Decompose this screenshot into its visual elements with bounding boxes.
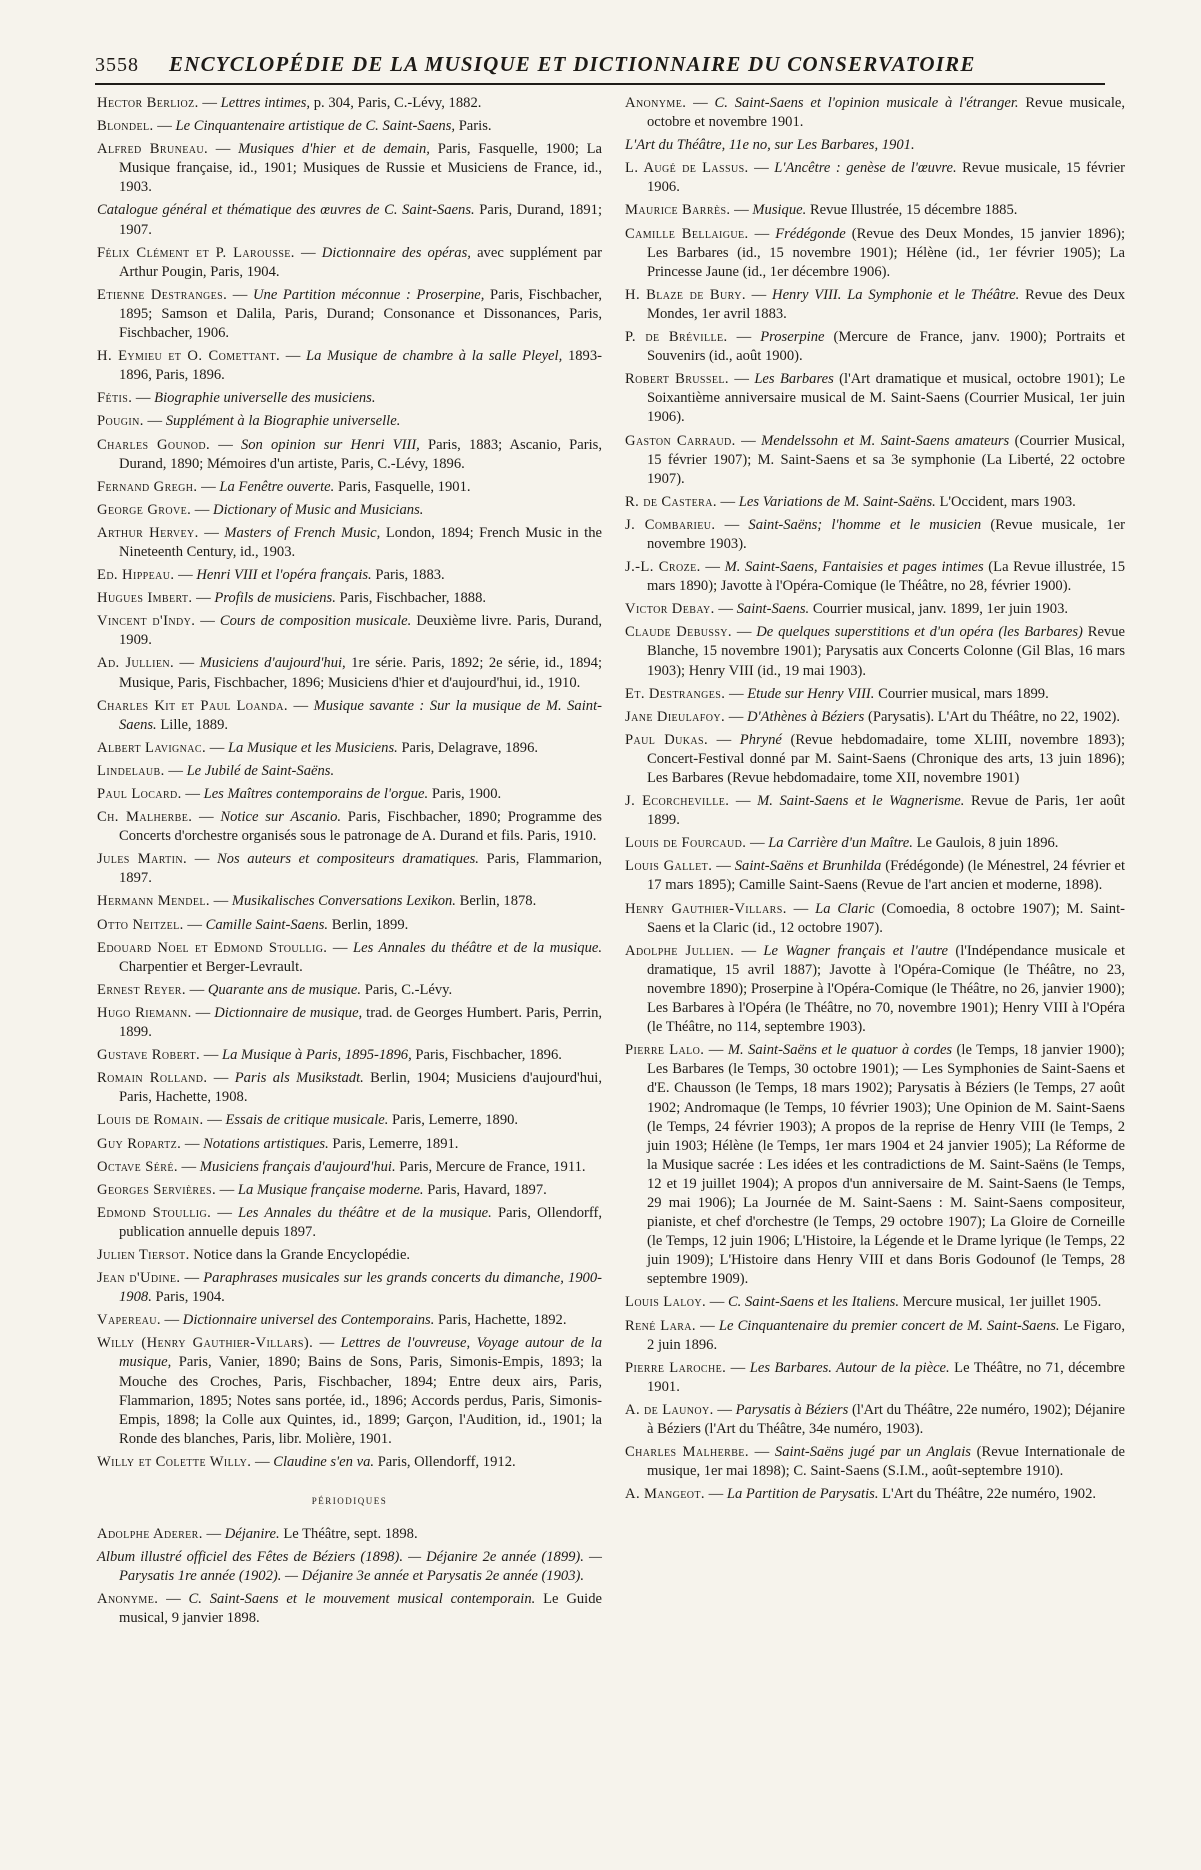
entry-author: Hugues Imbert.: [97, 590, 193, 607]
periodicals-list-right: [625, 94, 1125, 1504]
entry-title: Album illustré officiel des Fêtes de Béziers (1898). — Déjanire 2e année (1899). — Parysatis 1re année (1902). — Déjanire 3e année et Parysatis 2e année (1903).: [97, 1549, 602, 1585]
bibliography-entry: H. Eymieu et O. Comettant. — La Musique de chambre à la salle Pleyel, 1893-1896, Paris, 1896.: [97, 348, 602, 384]
bibliography-entry: Anonyme. — C. Saint-Saens et l'opinion musicale à l'étranger. Revue musicale, octobre et novembre 1901.: [625, 95, 1125, 131]
bibliography-entry: Pougin. — Supplément à la Biographie universelle.: [97, 413, 401, 430]
bibliography-entry: Paul Locard. — Les Maîtres contemporains de l'orgue. Paris, 1900.: [97, 786, 502, 802]
entry-title: La Musique et les Musiciens.: [227, 739, 398, 756]
entry-author: Hector Berlioz.: [97, 95, 199, 111]
entry-details: trad. de Georges Humbert. Paris, Perrin, 1899.: [119, 1004, 603, 1041]
entry-title: Les Annales du théâtre et de la musique.: [353, 939, 602, 956]
entry-details: Mercure musical, 1er juillet 1905.: [902, 1294, 1102, 1311]
entry-details: Paris, Lemerre, 1890.: [392, 1112, 519, 1129]
periodicals-list-left: [97, 1525, 602, 1628]
bibliography-entry: Hector Berlioz. — Lettres intimes, p. 304, Paris, C.-Lévy, 1882.: [97, 95, 482, 111]
entry-details: Revue des Deux Mondes, 1er avril 1883.: [647, 286, 1125, 322]
entry-title: Notations artistiques.: [203, 1135, 329, 1152]
entry-author: Hermann Mendel.: [97, 893, 210, 910]
entry-author: Gustave Robert.: [97, 1047, 201, 1064]
entry-author: Adolphe Aderer.: [97, 1526, 203, 1543]
section-heading-periodicals: périodiques: [311, 1492, 388, 1507]
entry-author: Adolphe Jullien.: [625, 942, 735, 959]
entry-details: Paris, Flammarion, 1897.: [119, 851, 602, 887]
bibliography-entry: A. Mangeot. — La Partition de Parysatis. L'Art du Théâtre, 22e numéro, 1902.: [625, 1486, 1097, 1503]
entry-author: A. Mangeot.: [625, 1486, 705, 1503]
bibliography-entry: Jane Dieulafoy. — D'Athènes à Béziers (Parysatis). L'Art du Théâtre, no 22, 1902).: [625, 708, 1121, 725]
bibliography-entry: Vapereau. — Dictionnaire universel des Contemporains. Paris, Hachette, 1892.: [97, 1312, 567, 1329]
entry-details: (Revue hebdomadaire, tome XLIII, novembre 1893); Concert-Festival donné par M. Saint-Saens (Chronique des arts, 13 juin 1896); Les Barbares (Revue hebdomadaire, tome XII, novembre 1901): [647, 731, 1126, 786]
entry-details: Charpentier et Berger-Levrault.: [119, 958, 303, 975]
entry-author: Fernand Gregh.: [97, 478, 198, 495]
entry-author: Octave Séré.: [97, 1158, 178, 1175]
entry-author: Charles Kit et Paul Loanda.: [97, 697, 288, 714]
entry-author: Pierre Laroche.: [625, 1359, 727, 1376]
bibliography-entry: Blondel. — Le Cinquantenaire artistique de C. Saint-Saens, Paris.: [97, 118, 492, 135]
bibliography-entry: [625, 136, 1125, 155]
entry-title: Cours de composition musicale.: [219, 613, 412, 630]
entry-details: Paris, Lemerre, 1891.: [332, 1135, 459, 1152]
entry-author: Ad. Jullien.: [97, 655, 175, 672]
running-title: ENCYCLOPÉDIE DE LA MUSIQUE ET DICTIONNAIRE DU CONSERVATOIRE: [169, 52, 976, 76]
entry-title: Notice sur Ascanio.: [220, 809, 342, 826]
entry-author: Camille Bellaigue.: [625, 225, 749, 242]
entry-author: Hugo Riemann.: [97, 1004, 192, 1021]
entry-details: Paris, Fischbacher, 1896.: [415, 1047, 562, 1064]
entry-author: Edouard Noel et Edmond Stoullig.: [97, 939, 328, 956]
entry-title: Dictionnaire de musique,: [214, 1004, 363, 1021]
entry-author: Lindelaub.: [97, 762, 165, 779]
entry-title: Musique.: [752, 202, 807, 219]
entry-title: Les Annales du théâtre et de la musique.: [238, 1204, 492, 1221]
entry-title: Saint-Saëns jugé par un Anglais: [774, 1444, 971, 1461]
entry-details: London, 1894; French Music in the Nineteenth Century, id., 1903.: [119, 524, 602, 560]
bibliography-entry: Arthur Hervey. — Masters of French Music, London, 1894; French Music in the Nineteenth Century, id., 1903.: [97, 524, 602, 560]
bibliography-entry: Louis Laloy. — C. Saint-Saens et les Italiens. Mercure musical, 1er juillet 1905.: [625, 1294, 1102, 1311]
bibliography-entry: Romain Rolland. — Paris als Musikstadt. Berlin, 1904; Musiciens d'aujourd'hui, Paris, Hachette, 1908.: [97, 1070, 602, 1106]
entry-title: Profils de musiciens.: [214, 590, 336, 607]
bibliography-entry: Félix Clément et P. Larousse. — Dictionnaire des opéras, avec supplément par Arthur Pougin, Paris, 1904.: [97, 244, 602, 280]
entry-author: Victor Debay.: [625, 601, 715, 618]
bibliography-entry: Et. Destranges. — Etude sur Henry VIII. Courrier musical, mars 1899.: [625, 685, 1049, 702]
entry-title: Catalogue général et thématique des œuvres de C. Saint-Saens.: [97, 202, 475, 219]
entry-details: Berlin, 1899.: [331, 916, 409, 933]
entry-author: H. Eymieu et O. Comettant.: [97, 348, 281, 365]
entry-title: L'Ancêtre : genèse de l'œuvre.: [774, 160, 957, 177]
entry-details: Paris, Fischbacher, 1895; Samson et Dalila, Paris, Durand; Consonance et Dissonances, Paris, Fischbacher, 1906.: [119, 286, 603, 342]
entry-author: J. Ecorcheville.: [625, 793, 730, 810]
entry-details: Paris, 1883.: [375, 567, 445, 584]
left-column: [97, 94, 602, 1633]
entry-details: Paris, Havard, 1897.: [427, 1181, 547, 1198]
entry-title: Dictionnaire des opéras,: [321, 244, 471, 261]
entry-details: (Courrier Musical, 15 février 1907); M. Saint-Saens et sa 3e symphonie (La Liberté, 22 octobre 1907).: [647, 432, 1126, 487]
entry-title: D'Athènes à Béziers: [746, 708, 865, 725]
right-column: [625, 94, 1125, 1508]
entry-title: Déjanire.: [224, 1526, 280, 1543]
entry-author: Anonyme.: [625, 95, 687, 111]
entry-title: M. Saint-Saens et le Wagnerisme.: [757, 793, 965, 810]
bibliography-entry: H. Blaze de Bury. — Henry VIII. La Symphonie et le Théâtre. Revue des Deux Mondes, 1er avril 1883.: [625, 286, 1125, 322]
entry-details: L'Occident, mars 1903.: [939, 493, 1076, 510]
entry-details: Paris, 1900.: [431, 786, 502, 802]
entry-details: Paris, Vanier, 1890; Bains de Sons, Paris, Simonis-Empis, 1893; la Mouche des Croches, Paris, Fischbacher, 1894; Entre deux airs, Paris, Flammarion, 1895; Notes sans portée, id., 1896; Accords perdus, Paris, Simonis-Empis, 1898; la Colle aux Quintes, id., 1899; Garçon, l'Audition, id., 1901; la Ronde des blanches, Paris, libr. Molière, 1901.: [119, 1354, 603, 1447]
entry-title: Les Barbares. Autour de la pièce.: [749, 1359, 950, 1376]
entry-title: La Musique française moderne.: [237, 1181, 424, 1198]
bibliography-entry: [97, 1548, 602, 1586]
entry-title: Paris als Musikstadt.: [234, 1070, 364, 1087]
entry-title: Le Cinquantenaire du premier concert de M. Saint-Saens.: [718, 1317, 1060, 1334]
entry-author: A. de Launoy.: [625, 1401, 714, 1418]
entry-title: M. Saint-Saëns et le quatuor à cordes: [727, 1042, 953, 1059]
entry-details: (le Temps, 18 janvier 1900); Les Barbares (le Temps, 30 octobre 1901); — Les Symphonies de Saint-Saens et d'E. Chausson (le Temps, 18 mars 1902); Parysatis à Béziers (le Temps, 27 août 1902; Andromaque (le Temps, 10 février 1903); Une Opinion de M. Saint-Saens (le Temps, 24 février 1903); A propos de la reprise de Henry VIII (le Temps, 2 juin 1903; Hélène (le Temps, 1er mars 1904 et 24 janvier 1905); La Réforme de la Musique sacrée : Les idées et les contradictions de M. Saint-Saëns (le Temps, 12 et 19 juillet 1904); A propos d'un anniversaire de M. Saint-Saens (le Temps, 29 mai 1906); La Journée de M. Saint-Saens : M. Saint-Saens compositeur, pianiste, et chef d'orchestre (le Temps, 29 octobre 1907); La Gloire de Corneille (le Temps, 12 juin 1906; L'Histoire, la Légende et le Drame lyrique (le Temps, 22 juin 1909); L'Histoire dans Henry VIII et dans Boris Godounof (le Temps, 28 septembre 1909).: [647, 1042, 1125, 1288]
entry-details: Courrier musical, janv. 1899, 1er juin 1903.: [812, 601, 1069, 618]
entry-title: Saint-Saens.: [736, 601, 810, 618]
entry-title: Les Variations de M. Saint-Saëns.: [738, 493, 936, 510]
entry-author: Pougin.: [97, 413, 144, 430]
entry-details: (Revue des Deux Mondes, 15 janvier 1896); Les Barbares (id., 15 novembre 1901); Hélène (id., 1er février 1905); La Princesse Jaune (id., 1er décembre 1906).: [647, 225, 1126, 280]
entry-details: Revue Blanche, 15 novembre 1901); Parysatis aux Concerts Colonne (Gil Blas, 16 mars 1903); Henry VIII (id., 19 mai 1903).: [647, 624, 1126, 679]
entry-author: Robert Brussel.: [625, 371, 729, 388]
bibliography-entry: Etienne Destranges. — Une Partition méconnue : Proserpine, Paris, Fischbacher, 1895; Samson et Dalila, Paris, Durand; Consonance et Dissonances, Paris, Fischbacher, 1906.: [97, 286, 603, 342]
entry-title: Paraphrases musicales sur les grands concerts du dimanche, 1900-1908.: [119, 1270, 603, 1306]
bibliography-entry: Gaston Carraud. — Mendelssohn et M. Saint-Saens amateurs (Courrier Musical, 15 février 1907); M. Saint-Saens et sa 3e symphonie (La Liberté, 22 octobre 1907).: [625, 432, 1126, 487]
entry-details: Revue musicale, 15 février 1906.: [647, 160, 1125, 196]
entry-details: (Comoedia, 8 octobre 1907); M. Saint-Saens et la Claric (id., 12 octobre 1907).: [647, 900, 1125, 936]
bibliography-entry: P. de Bréville. — Proserpine (Mercure de France, janv. 1900); Portraits et Souvenirs (id., août 1900).: [625, 329, 1126, 365]
bibliography-entry: R. de Castera. — Les Variations de M. Saint-Saëns. L'Occident, mars 1903.: [625, 493, 1076, 510]
bibliography-entry: J. Combarieu. — Saint-Saëns; l'homme et le musicien (Revue musicale, 1er novembre 1903).: [625, 516, 1125, 552]
bibliography-entry: Claude Debussy. — De quelques superstitions et d'un opéra (les Barbares) Revue Blanche, 15 novembre 1901); Parysatis aux Concerts Colonne (Gil Blas, 16 mars 1903); Henry VIII (id., 19 mai 1903).: [625, 624, 1126, 679]
entry-author: Vapereau.: [97, 1312, 161, 1329]
bibliography-entry: Charles Kit et Paul Loanda. — Musique savante : Sur la musique de M. Saint-Saens. Lille, 1889.: [97, 697, 602, 733]
entry-title: La Musique à Paris, 1895-1896,: [222, 1047, 412, 1064]
bibliography-entry: J. Ecorcheville. — M. Saint-Saens et le Wagnerisme. Revue de Paris, 1er août 1899.: [625, 793, 1126, 829]
entry-details: Paris, Ollendorff, 1912.: [377, 1453, 516, 1470]
entry-details: Paris, Delagrave, 1896.: [401, 739, 539, 756]
entry-author: Ernest Reyer.: [97, 981, 186, 998]
entry-details: Le Théâtre, no 71, décembre 1901.: [647, 1359, 1125, 1395]
entry-author: Guy Ropartz.: [97, 1135, 182, 1152]
entry-title: Le Cinquantenaire artistique de C. Saint-Saens,: [175, 118, 456, 135]
entry-details: (l'Indépendance musicale et dramatique, 15 avril 1887); Javotte à l'Opéra-Comique (le Théâtre, no 23, novembre 1890); Proserpine à l'Opéra-Comique (le Théâtre, no 26, janvier 1900); Les Barbares à l'Opéra (le Théâtre, no 70, novembre 1901); Henry VIII à l'Opéra (le Théâtre, no 114, septembre 1903).: [647, 942, 1126, 1036]
entry-author: Willy et Colette Willy.: [97, 1453, 252, 1470]
entry-title: Musiques d'hier et de demain,: [238, 141, 430, 158]
bibliography-entry: [97, 1246, 602, 1265]
entry-details: Paris, C.-Lévy.: [364, 981, 453, 998]
entry-details: Courrier musical, mars 1899.: [878, 685, 1049, 702]
bibliography-entry: Alfred Bruneau. — Musiques d'hier et de demain, Paris, Fasquelle, 1900; La Musique française, id., 1901; Musiques de Russie et Musiciens de France, id., 1903.: [97, 141, 603, 196]
entry-author: Paul Locard.: [97, 786, 182, 802]
bibliography-entry: Jean d'Udine. — Paraphrases musicales sur les grands concerts du dimanche, 1900-1908. Paris, 1904.: [97, 1270, 603, 1306]
entry-details: Paris, Fischbacher, 1888.: [339, 590, 487, 607]
bibliography-entry: Maurice Barrès. — Musique. Revue Illustrée, 15 décembre 1885.: [625, 202, 1018, 219]
bibliography-entry: Pierre Lalo. — M. Saint-Saëns et le quatuor à cordes (le Temps, 18 janvier 1900); Les Barbares (le Temps, 30 octobre 1901); — Les Symphonies de Saint-Saens et d'E. Chausson (le Temps, 18 mars 1902); Parysatis à Béziers (le Temps, 27 août 1902; Andromaque (le Temps, 10 février 1903); Une Opinion de M. Saint-Saens (le Temps, 24 février 1903); A propos de la reprise de Henry VIII (le Temps, 2 juin 1903; Hélène (le Temps, 1er mars 1904 et 24 janvier 1905); La Réforme de la Musique sacrée : Les idées et les contradictions de M. Saint-Saëns (le Temps, 12 et 19 juillet 1904); A propos d'un anniversaire de M. Saint-Saens (le Temps, 29 mai 1906); La Journée de M. Saint-Saens : M. Saint-Saens compositeur, pianiste, et chef d'orchestre (le Temps, 29 octobre 1907); La Gloire de Corneille (le Temps, 12 juin 1906; L'Histoire, la Légende et le Drame lyrique (le Temps, 22 juin 1909); L'Histoire dans Henry VIII et dans Boris Godounof (le Temps, 28 septembre 1909).: [625, 1042, 1125, 1288]
bibliography-entry: Ed. Hippeau. — Henri VIII et l'opéra français. Paris, 1883.: [97, 567, 445, 584]
bibliography-list-left: [97, 94, 602, 1472]
entry-author: Henry Gauthier-Villars.: [625, 900, 787, 917]
bibliography-entry: Gustave Robert. — La Musique à Paris, 1895-1896, Paris, Fischbacher, 1896.: [97, 1047, 562, 1064]
entry-title: Musique savante : Sur la musique de M. Saint-Saens.: [119, 697, 602, 733]
bibliography-entry: George Grove. — Dictionary of Music and Musicians.: [97, 501, 424, 518]
entry-details: (Parysatis). L'Art du Théâtre, no 22, 1902).: [868, 708, 1121, 725]
bibliography-entry: Vincent d'Indy. — Cours de composition musicale. Deuxième livre. Paris, Durand, 1909.: [97, 613, 603, 649]
entry-title: M. Saint-Saens, Fantaisies et pages intimes: [724, 559, 984, 576]
entry-title: Musikalisches Conversations Lexikon.: [231, 893, 456, 910]
entry-author: Jane Dieulafoy.: [625, 708, 726, 725]
entry-author: L. Augé de Lassus.: [625, 160, 749, 177]
entry-details: L'Art du Théâtre, 22e numéro, 1902.: [882, 1486, 1097, 1503]
entry-author: Etienne Destranges.: [97, 286, 228, 303]
bibliography-entry: Edmond Stoullig. — Les Annales du théâtre et de la musique. Paris, Ollendorff, publication annuelle depuis 1897.: [97, 1204, 603, 1240]
bibliography-entry: Fernand Gregh. — La Fenêtre ouverte. Paris, Fasquelle, 1901.: [97, 478, 471, 495]
entry-title: Les Maîtres contemporains de l'orgue.: [203, 786, 429, 802]
entry-author: Vincent d'Indy.: [97, 613, 196, 630]
bibliography-entry: Louis de Fourcaud. — La Carrière d'un Maître. Le Gaulois, 8 juin 1896.: [625, 835, 1059, 852]
entry-details: avec supplément par Arthur Pougin, Paris, 1904.: [119, 244, 602, 280]
entry-title: Henri VIII et l'opéra français.: [196, 567, 372, 584]
entry-author: Ch. Malherbe.: [97, 809, 193, 826]
entry-title: Nos auteurs et compositeurs dramatiques.: [216, 851, 479, 868]
entry-details: Paris, Ollendorff, publication annuelle depuis 1897.: [119, 1204, 603, 1240]
bibliography-entry: Ad. Jullien. — Musiciens d'aujourd'hui, 1re série. Paris, 1892; 2e série, id., 1894; Musique, Paris, Fischbacher, 1896; Musiciens d'hier et d'aujourd'hui, id., 1910.: [97, 655, 603, 691]
bibliography-entry: Jules Martin. — Nos auteurs et compositeurs dramatiques. Paris, Flammarion, 1897.: [97, 851, 602, 887]
bibliography-entry: Ernest Reyer. — Quarante ans de musique. Paris, C.-Lévy.: [97, 981, 453, 998]
entry-details: Berlin, 1904; Musiciens d'aujourd'hui, Paris, Hachette, 1908.: [119, 1070, 602, 1106]
entry-author: René Lara.: [625, 1317, 696, 1334]
entry-author: Blondel.: [97, 118, 154, 135]
entry-details: 1re série. Paris, 1892; 2e série, id., 1894; Musique, Paris, Fischbacher, 1896; Musiciens d'hier et d'aujourd'hui, id., 1910.: [119, 655, 603, 691]
entry-details: Le Théâtre, sept. 1898.: [283, 1526, 418, 1543]
entry-title: Henry VIII. La Symphonie et le Théâtre.: [772, 286, 1020, 303]
entry-author: Ed. Hippeau.: [97, 567, 175, 584]
entry-details: (l'Art dramatique et musical, octobre 1901); Le Soixantième anniversaire musical de M. Saint-Saens (Courrier Musical, 1er juin 1906).: [647, 371, 1126, 426]
bibliography-entry: Paul Dukas. — Phryné (Revue hebdomadaire, tome XLIII, novembre 1893); Concert-Festival donné par M. Saint-Saens (Chronique des arts, 13 juin 1896); Les Barbares (Revue hebdomadaire, tome XII, novembre 1901): [625, 731, 1126, 786]
bibliography-entry: Otto Neitzel. — Camille Saint-Saens. Berlin, 1899.: [97, 916, 409, 933]
bibliography-entry: Adolphe Jullien. — Le Wagner français et l'autre (l'Indépendance musicale et dramatique, 15 avril 1887); Javotte à l'Opéra-Comique (le Théâtre, no 23, novembre 1890); Proserpine à l'Opéra-Comique (le Théâtre, no 26, janvier 1900); Les Barbares à l'Opéra (le Théâtre, no 70, novembre 1901); Henry VIII à l'Opéra (le Théâtre, no 114, septembre 1903).: [625, 942, 1126, 1036]
entry-details: Notice dans la Grande Encyclopédie.: [193, 1246, 411, 1263]
entry-title: Claudine s'en va.: [273, 1453, 375, 1470]
entry-title: Biographie universelle des musiciens.: [154, 390, 376, 407]
bibliography-entry: Charles Malherbe. — Saint-Saëns jugé par un Anglais (Revue Internationale de musique, 1er mai 1898); C. Saint-Saens (S.I.M., août-septembre 1910).: [625, 1444, 1126, 1480]
bibliography-entry: Robert Brussel. — Les Barbares (l'Art dramatique et musical, octobre 1901); Le Soixantième anniversaire musical de M. Saint-Saens (Courrier Musical, 1er juin 1906).: [625, 371, 1126, 426]
bibliography-entry: Fétis. — Biographie universelle des musiciens.: [97, 390, 376, 407]
bibliography-entry: Henry Gauthier-Villars. — La Claric (Comoedia, 8 octobre 1907); M. Saint-Saens et la Claric (id., 12 octobre 1907).: [625, 900, 1125, 936]
entry-details: Revue de Paris, 1er août 1899.: [647, 793, 1126, 829]
entry-title: Lettres intimes,: [220, 95, 311, 111]
entry-author: Willy (Henry Gauthier-Villars).: [97, 1335, 314, 1352]
bibliography-entry: Louis Gallet. — Saint-Saëns et Brunhilda (Frédégonde) (le Ménestrel, 24 février et 17 mars 1895); Camille Saint-Saens (Revue de l'art ancien et moderne, 1898).: [625, 858, 1125, 894]
entry-author: Arthur Hervey.: [97, 524, 199, 541]
entry-title: Proserpine: [760, 329, 825, 346]
entry-details: Paris, Fischbacher, 1890; Programme des Concerts d'orchestre organisés sous le patronage de A. Durand et fils. Paris, 1910.: [119, 809, 602, 845]
entry-title: Masters of French Music,: [224, 524, 381, 541]
entry-author: R. de Castera.: [625, 493, 717, 510]
entry-author: Otto Neitzel.: [97, 916, 184, 933]
page-number: 3558: [95, 54, 139, 76]
entry-title: Les Barbares: [754, 371, 834, 388]
entry-details: (Mercure de France, janv. 1900); Portraits et Souvenirs (id., août 1900).: [647, 329, 1126, 365]
entry-details: Paris, Durand, 1891; 1907.: [119, 202, 603, 238]
entry-title: La Musique de chambre à la salle Pleyel,: [306, 348, 563, 365]
entry-author: H. Blaze de Bury.: [625, 286, 746, 303]
entry-details: Berlin, 1878.: [459, 893, 537, 910]
entry-author: Gaston Carraud.: [625, 432, 736, 449]
entry-details: (Revue musicale, 1er novembre 1903).: [647, 516, 1125, 552]
entry-details: Deuxième livre. Paris, Durand, 1909.: [119, 613, 603, 649]
entry-title: La Claric: [815, 900, 875, 917]
entry-title: C. Saint-Saens et les Italiens.: [727, 1294, 899, 1311]
bibliography-entry: Louis de Romain. — Essais de critique musicale. Paris, Lemerre, 1890.: [97, 1112, 519, 1129]
entry-title: La Partition de Parysatis.: [726, 1486, 879, 1503]
bibliography-entry: Hugues Imbert. — Profils de musiciens. Paris, Fischbacher, 1888.: [97, 590, 487, 607]
entry-author: Charles Gounod.: [97, 436, 211, 453]
entry-title: Quarante ans de musique.: [207, 981, 362, 998]
entry-author: Claude Debussy.: [625, 624, 732, 641]
entry-title: La Carrière d'un Maître.: [768, 835, 913, 852]
entry-details: (Frédégonde) (le Ménestrel, 24 février et 17 mars 1895); Camille Saint-Saens (Revue de l'art ancien et moderne, 1898).: [647, 858, 1125, 894]
entry-author: Anonyme.: [97, 1591, 159, 1608]
entry-author: Louis Gallet.: [625, 858, 713, 875]
entry-title: Une Partition méconnue : Proserpine,: [252, 286, 485, 303]
bibliography-entry: Hermann Mendel. — Musikalisches Conversations Lexikon. Berlin, 1878.: [97, 893, 537, 910]
entry-title: Frédégonde: [775, 225, 846, 242]
bibliography-entry: Camille Bellaigue. — Frédégonde (Revue des Deux Mondes, 15 janvier 1896); Les Barbares (id., 15 novembre 1901); Hélène (id., 1er février 1905); La Princesse Jaune (id., 1er décembre 1906).: [625, 225, 1126, 280]
entry-author: J. Combarieu.: [625, 516, 716, 533]
entry-title: Phryné: [739, 731, 782, 748]
entry-details: Le Gaulois, 8 juin 1896.: [916, 835, 1059, 852]
bibliography-entry: Victor Debay. — Saint-Saens. Courrier musical, janv. 1899, 1er juin 1903.: [625, 601, 1069, 618]
bibliography-entry: Ch. Malherbe. — Notice sur Ascanio. Paris, Fischbacher, 1890; Programme des Concerts d'orchestre organisés sous le patronage de A. Durand et fils. Paris, 1910.: [97, 809, 602, 845]
entry-title: Le Jubilé de Saint-Saëns.: [186, 762, 335, 779]
entry-title: L'Art du Théâtre, 11e no, sur Les Barbares, 1901.: [625, 137, 915, 154]
page-header: [95, 52, 1105, 85]
entry-details: 1893-1896, Paris, 1896.: [119, 348, 602, 384]
entry-title: Musiciens d'aujourd'hui,: [199, 655, 346, 672]
bibliography-entry: Guy Ropartz. — Notations artistiques. Paris, Lemerre, 1891.: [97, 1135, 459, 1152]
entry-title: Saint-Saëns et Brunhilda: [734, 858, 882, 875]
entry-details: Paris.: [458, 118, 492, 135]
entry-details: p. 304, Paris, C.-Lévy, 1882.: [313, 95, 482, 111]
bibliography-entry: Adolphe Aderer. — Déjanire. Le Théâtre, sept. 1898.: [97, 1526, 418, 1543]
entry-details: Paris, 1904.: [155, 1289, 225, 1306]
bibliography-entry: Lindelaub. — Le Jubilé de Saint-Saëns.: [97, 762, 335, 779]
entry-title: Parysatis à Béziers: [735, 1401, 849, 1418]
bibliography-entry: Albert Lavignac. — La Musique et les Musiciens. Paris, Delagrave, 1896.: [97, 739, 539, 756]
entry-title: Musiciens français d'aujourd'hui.: [199, 1158, 396, 1175]
entry-title: La Fenêtre ouverte.: [219, 478, 335, 495]
bibliography-entry: L. Augé de Lassus. — L'Ancêtre : genèse de l'œuvre. Revue musicale, 15 février 1906.: [625, 160, 1125, 196]
entry-author: Romain Rolland.: [97, 1070, 208, 1087]
entry-author: Georges Servières.: [97, 1181, 217, 1198]
entry-details: Paris, Fasquelle, 1900; La Musique française, id., 1901; Musiques de Russie et Musiciens de France, id., 1903.: [119, 141, 603, 196]
entry-author: Maurice Barrès.: [625, 202, 731, 219]
bibliography-entry: Hugo Riemann. — Dictionnaire de musique, trad. de Georges Humbert. Paris, Perrin, 1899.: [97, 1004, 603, 1041]
bibliography-entry: Anonyme. — C. Saint-Saens et le mouvement musical contemporain. Le Guide musical, 9 janvier 1898.: [97, 1591, 602, 1627]
entry-title: Supplément à la Biographie universelle.: [165, 413, 401, 430]
entry-details: Revue Illustrée, 15 décembre 1885.: [809, 202, 1018, 219]
entry-details: Paris, Fasquelle, 1901.: [337, 478, 471, 495]
entry-title: Etude sur Henry VIII.: [747, 685, 875, 702]
bibliography-entry: Pierre Laroche. — Les Barbares. Autour de la pièce. Le Théâtre, no 71, décembre 1901.: [625, 1359, 1125, 1395]
entry-author: Louis Laloy.: [625, 1294, 707, 1311]
entry-details: Paris, 1883; Ascanio, Paris, Durand, 1890; Mémoires d'un artiste, Paris, C.-Lévy, 1896.: [119, 436, 602, 472]
entry-author: George Grove.: [97, 501, 192, 518]
entry-author: Fétis.: [97, 390, 133, 407]
entry-author: Louis de Romain.: [97, 1112, 204, 1129]
entry-details: Le Figaro, 2 juin 1896.: [647, 1317, 1125, 1353]
entry-details: (Revue Internationale de musique, 1er mai 1898); C. Saint-Saens (S.I.M., août-septembre 1910).: [647, 1444, 1126, 1480]
entry-title: Essais de critique musicale.: [225, 1112, 389, 1129]
entry-author: Edmond Stoullig.: [97, 1204, 212, 1221]
entry-author: Jean d'Udine.: [97, 1270, 181, 1287]
entry-title: Dictionnaire universel des Contemporains.: [182, 1312, 435, 1329]
entry-title: De quelques superstitions et d'un opéra (les Barbares): [756, 624, 1083, 641]
bibliography-entry: Edouard Noel et Edmond Stoullig. — Les Annales du théâtre et de la musique. Charpentier et Berger-Levrault.: [97, 939, 602, 975]
bibliography-entry: Georges Servières. — La Musique française moderne. Paris, Havard, 1897.: [97, 1181, 547, 1198]
entry-title: C. Saint-Saens et le mouvement musical contemporain.: [188, 1591, 536, 1608]
bibliography-entry: J.-L. Croze. — M. Saint-Saens, Fantaisies et pages intimes (La Revue illustrée, 15 mars 1890); Javotte à l'Opéra-Comique (le Théâtre, no 28, février 1900).: [625, 559, 1125, 595]
entry-author: Pierre Lalo.: [625, 1042, 705, 1059]
bibliography-entry: Willy et Colette Willy. — Claudine s'en va. Paris, Ollendorff, 1912.: [97, 1453, 516, 1470]
bibliography-entry: René Lara. — Le Cinquantenaire du premier concert de M. Saint-Saens. Le Figaro, 2 juin 1896.: [625, 1317, 1125, 1353]
entry-details: Paris, Mercure de France, 1911.: [399, 1158, 586, 1175]
entry-author: Julien Tiersot.: [97, 1246, 190, 1263]
entry-author: Et. Destranges.: [625, 685, 726, 702]
entry-details: (La Revue illustrée, 15 mars 1890); Javotte à l'Opéra-Comique (le Théâtre, no 28, février 1900).: [647, 559, 1125, 595]
bibliography-entry: Octave Séré. — Musiciens français d'aujourd'hui. Paris, Mercure de France, 1911.: [97, 1158, 586, 1175]
entry-title: C. Saint-Saens et l'opinion musicale à l'étranger.: [714, 95, 1019, 111]
entry-author: Louis de Fourcaud.: [625, 835, 747, 852]
bibliography-entry: A. de Launoy. — Parysatis à Béziers (l'Art du Théâtre, 22e numéro, 1902); Déjanire à Béziers (l'Art du Théâtre, 34e numéro, 1903).: [625, 1401, 1126, 1437]
entry-details: Revue musicale, octobre et novembre 1901.: [647, 95, 1125, 131]
entry-author: Albert Lavignac.: [97, 739, 207, 756]
entry-title: Camille Saint-Saens.: [205, 916, 329, 933]
entry-author: Paul Dukas.: [625, 731, 709, 748]
entry-author: Félix Clément et P. Larousse.: [97, 244, 295, 261]
entry-author: Charles Malherbe.: [625, 1444, 749, 1461]
entry-title: Dictionary of Music and Musicians.: [213, 501, 424, 518]
entry-author: P. de Bréville.: [625, 329, 728, 346]
entry-title: Le Wagner français et l'autre: [763, 942, 949, 959]
entry-details: Lille, 1889.: [160, 716, 229, 733]
entry-details: (l'Art du Théâtre, 22e numéro, 1902); Déjanire à Béziers (l'Art du Théâtre, 34e numéro, 1903).: [647, 1401, 1126, 1437]
entry-title: Son opinion sur Henri VIII,: [240, 436, 420, 453]
bibliography-entry: Charles Gounod. — Son opinion sur Henri VIII, Paris, 1883; Ascanio, Paris, Durand, 1890; Mémoires d'un artiste, Paris, C.-Lévy, 1896.: [97, 436, 602, 472]
entry-title: Lettres de l'ouvreuse, Voyage autour de la musique,: [119, 1335, 602, 1371]
entry-details: Paris, Hachette, 1892.: [438, 1312, 567, 1329]
entry-author: Jules Martin.: [97, 851, 188, 868]
bibliography-entry: [97, 201, 602, 239]
entry-details: Le Guide musical, 9 janvier 1898.: [119, 1591, 602, 1627]
entry-title: Saint-Saëns; l'homme et le musicien: [748, 516, 982, 533]
bibliography-entry: Willy (Henry Gauthier-Villars). — Lettres de l'ouvreuse, Voyage autour de la musique, Paris, Vanier, 1890; Bains de Sons, Paris, Simonis-Empis, 1893; la Mouche des Croches, Paris, Fischbacher, 1894; Entre deux airs, Paris, Flammarion, 1895; Notes sans portée, id., 1896; Accords perdus, Paris, Simonis-Empis, 1898; la Colle aux Quintes, id., 1899; Garçon, l'Audition, id., 1901; la Ronde des blanches, Paris, libr. Molière, 1901.: [97, 1335, 603, 1447]
entry-title: Mendelssohn et M. Saint-Saens amateurs: [761, 432, 1010, 449]
entry-author: J.-L. Croze.: [625, 559, 701, 576]
entry-author: Alfred Bruneau.: [97, 141, 209, 158]
